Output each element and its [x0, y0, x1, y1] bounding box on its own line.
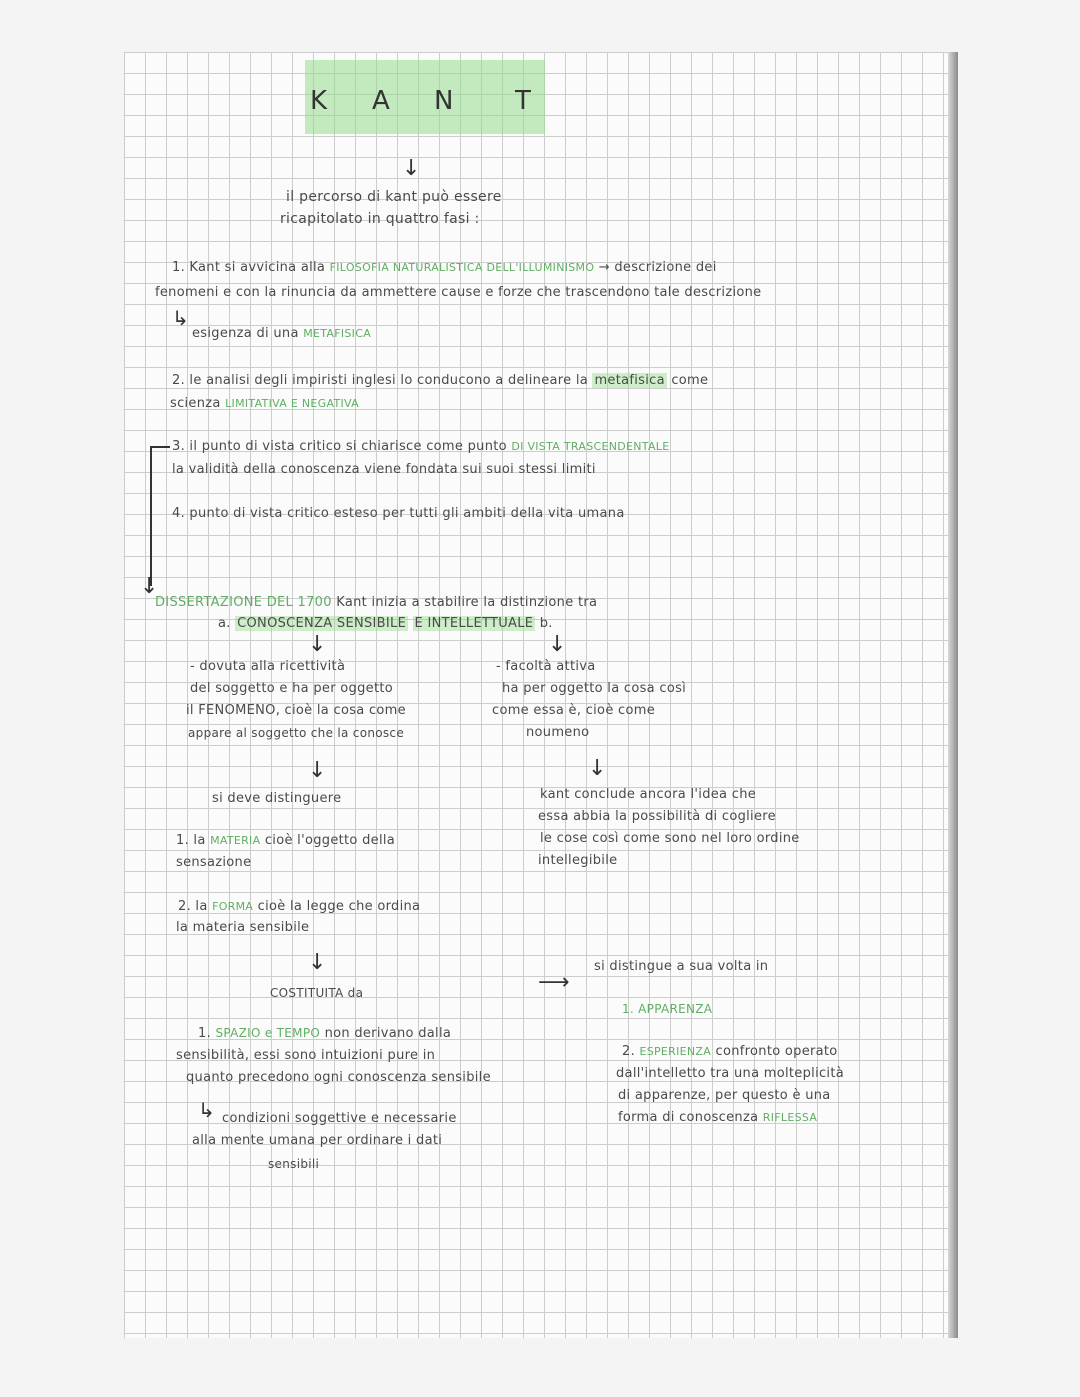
sensible-line-1: - dovuta alla ricettività — [190, 659, 346, 674]
down-arrow-icon-c: ↓ — [308, 758, 327, 783]
title-letter-t: T — [515, 86, 531, 116]
intro-line-1: il percorso di kant può essere — [286, 189, 502, 205]
intellectual-line-3: come essa è, cioè come — [492, 703, 656, 718]
dissertation-line-1: DISSERTAZIONE DEL 1700 Kant inizia a stabilire la distinzione tra — [155, 595, 598, 610]
sensible-line-3: il FENOMENO, cioè la cosa come — [186, 703, 406, 718]
page-edge — [948, 52, 958, 1338]
intellectual-line-2: ha per oggetto la cosa così — [502, 681, 687, 696]
experience-line-4: forma di conoscenza RIFLESSA — [618, 1110, 818, 1125]
intellectual-line-1: - facoltà attiva — [496, 659, 596, 674]
down-arrow-icon-e: ↓ — [588, 756, 607, 781]
title-letter-k: K — [310, 86, 328, 116]
experience-line-1: 2. ESPERIENZA confronto operato — [622, 1044, 838, 1059]
space-time-line-1: 1. SPAZIO e TEMPO non derivano dalla — [198, 1026, 452, 1041]
space-time-line-3: quanto precedono ogni conoscenza sensibile — [186, 1070, 491, 1085]
kant-concludes-line-4: intellegibile — [538, 853, 618, 868]
experience-line-2: dall'intelletto tra una molteplicità — [616, 1066, 845, 1081]
title-letter-n: N — [434, 86, 454, 116]
title-letter-a: A — [372, 86, 390, 116]
constituted-label: COSTITUITA da — [270, 986, 364, 1000]
bracket-arrow-icon: ↓ — [140, 574, 159, 599]
intro-line-2: ricapitolato in quattro fasi : — [280, 211, 480, 227]
down-arrow-icon: ↓ — [402, 156, 421, 181]
down-arrow-icon-d: ↓ — [308, 950, 327, 975]
matter-line-1: 1. la MATERIA cioè l'oggetto della — [176, 833, 396, 848]
conditions-line-2: alla mente umana per ordinare i dati — [192, 1133, 443, 1148]
dissertation-line-2: a. CONOSCENZA SENSIBILE E INTELLETTUALE b. — [218, 616, 553, 631]
intellectual-line-4: noumeno — [526, 725, 590, 740]
conditions-line-1: condizioni soggettive e necessarie — [222, 1111, 457, 1126]
distinguish-label: si deve distinguere — [212, 791, 342, 806]
down-arrow-icon-b: ↓ — [548, 632, 567, 657]
sensible-line-2: del soggetto e ha per oggetto — [190, 681, 394, 696]
phase-3-line-2: la validità della conoscenza viene fondata sui suoi stessi limiti — [172, 462, 596, 477]
matter-line-2: sensazione — [176, 855, 252, 870]
form-line-2: la materia sensibile — [176, 920, 310, 935]
phase-2-line-2: scienza LIMITATIVA E NEGATIVA — [170, 396, 359, 411]
kant-concludes-line-1: kant conclude ancora l'idea che — [540, 787, 757, 802]
bracket-top — [150, 446, 170, 448]
title-highlight — [305, 60, 545, 134]
experience-line-3: di apparenze, per questo è una — [618, 1088, 831, 1103]
phase-1-line-1: 1. Kant si avvicina alla FILOSOFIA NATURALISTICA DELL'ILLUMINISMO → descrizione dei — [172, 260, 717, 275]
phase-1-sub: esigenza di una METAFISICA — [192, 326, 372, 341]
form-line-1: 2. la FORMA cioè la legge che ordina — [178, 899, 421, 914]
sensible-line-4: appare al soggetto che la conosce — [188, 726, 405, 740]
phase-3-line-1: 3. il punto di vista critico si chiarisce come punto DI VISTA TRASCENDENTALE — [172, 439, 670, 454]
right-arrow-icon: ⟶ — [538, 970, 570, 995]
phase-1-line-2: fenomeni e con la rinuncia da ammettere cause e forze che trascendono tale descrizione — [155, 285, 762, 300]
appearance-label: 1. APPARENZA — [622, 1002, 713, 1016]
down-arrow-icon-a: ↓ — [308, 632, 327, 657]
conditions-line-3: sensibili — [268, 1157, 320, 1171]
phase-2-line-1: 2. le analisi degli impiristi inglesi lo conducono a delineare la metafisica come — [172, 373, 709, 388]
phase-4-line-1: 4. punto di vista critico esteso per tutti gli ambiti della vita umana — [172, 506, 625, 521]
distinguish-intellectual: si distingue a sua volta in — [594, 959, 769, 974]
kant-concludes-line-2: essa abbia la possibilità di cogliere — [538, 809, 776, 824]
kant-concludes-line-3: le cose così come sono nel loro ordine — [540, 831, 800, 846]
turn-arrow-icon: ↳ — [172, 306, 189, 330]
bracket-line — [150, 446, 152, 586]
space-time-line-2: sensibilità, essi sono intuizioni pure in — [176, 1048, 436, 1063]
turn-arrow-icon-2: ↳ — [198, 1098, 215, 1122]
